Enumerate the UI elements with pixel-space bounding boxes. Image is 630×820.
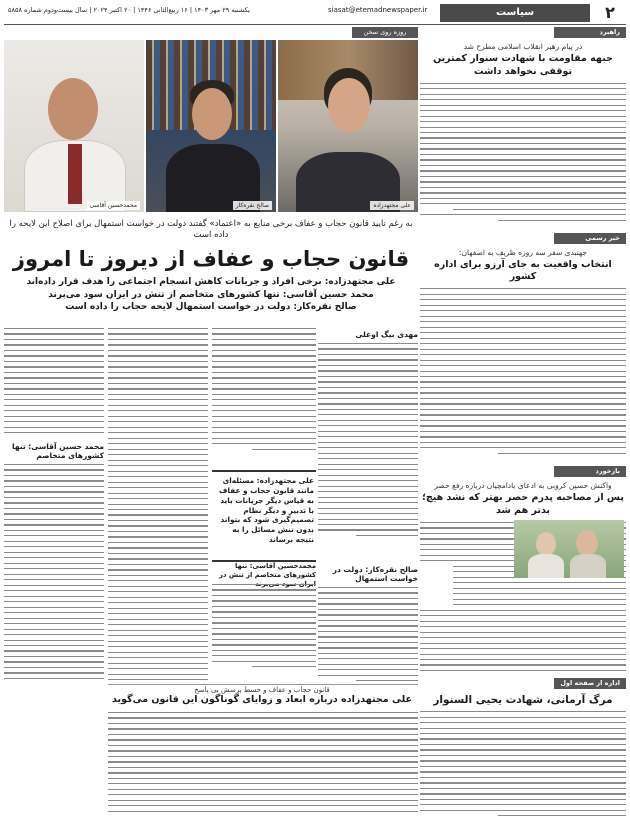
story2-headline: انتخاب واقعیت به جای آرزو برای اداره کشور <box>434 258 612 283</box>
masthead <box>0 0 630 24</box>
photo-aghasi <box>4 40 144 212</box>
inner-column-4 <box>4 328 104 684</box>
story1-body <box>420 83 626 233</box>
story4-body <box>420 711 626 820</box>
inner-column-2-top <box>212 328 316 466</box>
subhead-aghasi: محمد حسین آقاسی: تنها کشورهای متخاصم <box>12 442 104 460</box>
tag-khabar: خبر رسمی <box>554 233 626 244</box>
issue-date: یکشنبه ۲۹ مهر ۱۴۰۳ | ۱۶ ربیع‌الثانی ۱۴۴۶ | ۲۰ اکتبر ۲۰۲۴ | سال بیست‌و‌دوم شماره ۵۸۵۸ <box>8 6 250 14</box>
bottom-divider <box>108 684 418 685</box>
photo-mojtahedzadeh <box>278 40 418 212</box>
bottom-headline: علی مجتهدزاده درباره ابعاد و زوایای گوناگون این قانون می‌گوید <box>112 694 412 705</box>
inner-column-1 <box>318 328 418 692</box>
story3-kicker: واکنش حسین کروبی به ادعای بادامچیان درباره رفع حصر <box>434 481 612 491</box>
story4-headline: مرگ آرمانی، شهادت یحیی السنوار <box>433 693 613 706</box>
inner-column-2-bottom <box>212 584 316 680</box>
main-supertitle: به رغم تایید قانون حجاب و عفاف برخی منابع به «اعتماد» گفتند دولت در خواست استمهال برای اصلاح این لایحه را داده است <box>9 219 413 241</box>
main-sub-2: محمد حسین آقاسی: تنها کشورهای متخاصم از تنش در ایران سود می‌برند <box>48 289 374 300</box>
byline: مهدی بیگ اوغلی <box>355 330 418 339</box>
main-sub-3: صالح نقره‌کار: دولت در خواست استمهال لایحه حجاب را داده است <box>65 302 357 313</box>
bottom-story-body <box>108 712 418 816</box>
story1-headline: جبهه مقاومت با شهادت سنوار کمترین توقفی نخواهد داشت <box>433 53 613 77</box>
subhead-noqrekar: صالح نقره‌کار: دولت در خواست استمهال <box>332 565 418 583</box>
story3-photo <box>514 520 624 578</box>
masthead-divider <box>4 24 626 25</box>
photo-strip <box>4 40 418 218</box>
page-number: ۲ <box>605 3 615 22</box>
tag-bazkhord: بازخورد <box>554 466 626 477</box>
main-title: قانون حجاب و عفاف از دیروز تا امروز <box>12 246 410 271</box>
main-story-header <box>4 219 418 314</box>
pull-quote: علی مجتهدزاده: مسئله‌ای مانند قانون حجاب و عفاف به قیاس دیگر جریانات باید با تدبیر و دیگر نظام تصمیم‌گیری شود که بتواند بدون تنش مسائل را به نتیجه برساند <box>212 470 316 562</box>
right-column <box>420 27 626 820</box>
story2-body <box>420 288 626 466</box>
inner-column-3 <box>108 328 208 680</box>
tag-rahbord: راهبرد <box>554 27 626 38</box>
bottom-kicker: قانون حجاب و عفاف و حسط پرسش بی پاسخ <box>194 686 330 694</box>
section-label: سیاست <box>440 4 590 22</box>
pull-quote-2: محمدحسین آقاسی: تنها کشورهای متخاصم از تنش در <box>219 562 316 579</box>
main-sub-1: علی مجتهدزاده: برخی افراد و جریانات کاهش انسجام اجتماعی را هدف قرار داده‌اند <box>26 277 396 288</box>
photo-noqrekar <box>146 40 276 212</box>
photo-strip-tag: روزه روی سخن <box>352 27 418 38</box>
caption-noqrekar: صالح نقره‌کار <box>233 201 272 210</box>
story3-headline: پس از مصاحبه پدرم حصر بهتر که نشد هیچ؛ بدتر هم شد <box>422 492 624 517</box>
caption-mojtahedzadeh: علی مجتهدزاده <box>370 201 414 210</box>
story2-kicker: جهنبدی سفر سه روزه ظریف به اصفهان: <box>458 247 588 257</box>
story1-kicker: در پیام رهبر انقلاب اسلامی مطرح شد <box>463 42 583 51</box>
bottom-story-header <box>106 686 418 705</box>
site-email[interactable]: siasat@etemadnewspaper.ir <box>328 6 428 14</box>
tag-edame: اداره از صفحه اول <box>554 678 626 689</box>
caption-aghasi: محمدحسین آقاسی <box>87 201 140 210</box>
